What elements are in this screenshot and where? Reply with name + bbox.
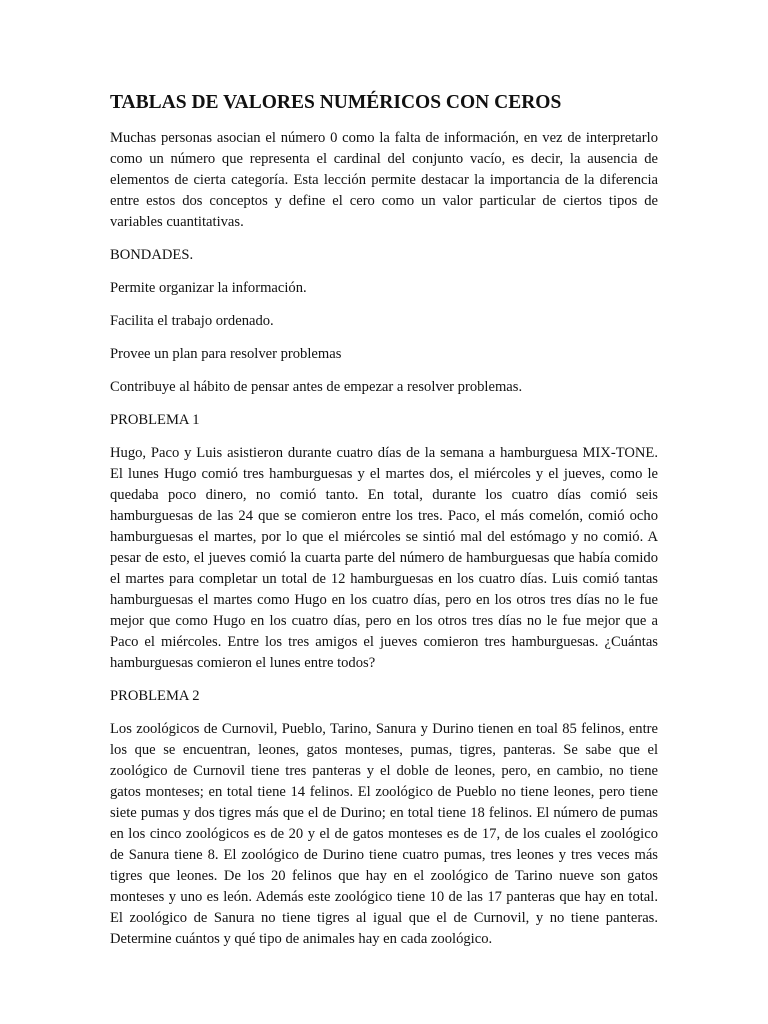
document-page bbox=[110, 90, 658, 962]
document-title: TABLAS DE VALORES NUMÉRICOS CON CEROS bbox=[110, 92, 562, 113]
bondad-item: Facilita el trabajo ordenado. bbox=[110, 313, 274, 329]
problema2-heading: PROBLEMA 2 bbox=[110, 688, 200, 704]
problema1-paragraph: Hugo, Paco y Luis asistieron durante cuatro días de la semana a hamburguesa MIX-TONE. El lunes Hugo comió tres hamburguesas y el martes dos, el miércoles y el jueves, como le quedaba poco dinero, no comió tanto. En total, durante los cuatro días comió seis hamburguesas de las 24 que se comieron entre los tres. Paco, el más comelón, comió ocho hamburguesas el martes, por lo que el miércoles se sintió mal del estómago y no comió. A pesar de esto, el jueves comió la cuarta parte del número de hamburguesas que había comido el martes para completar un total de 12 hamburguesas en los cuatro días. Luis comió tantas hamburguesas el martes como Hugo en los cuatro días, pero en los otros tres días no le fue mejor que como Hugo en los cuatro días, pero en los otros tres días no le fue mejor que a Paco el miércoles. Entre los tres amigos el jueves comieron tres hamburguesas. ¿Cuántas hamburguesas comieron el lunes entre todos? bbox=[110, 445, 658, 671]
bondad-item: Provee un plan para resolver problemas bbox=[110, 346, 342, 362]
intro-paragraph: Muchas personas asocian el número 0 como la falta de información, en vez de interpretarlo como un número que representa el cardinal del conjunto vacío, es decir, la ausencia de elementos de cierta categoría. Esta lección permite destacar la importancia de la diferencia entre estos dos conceptos y define el cero como un valor particular de ciertos tipos de variables cuantitativas. bbox=[110, 130, 658, 230]
bondades-heading: BONDADES. bbox=[110, 247, 194, 263]
problema2-paragraph: Los zoológicos de Curnovil, Pueblo, Tarino, Sanura y Durino tienen en toal 85 felinos, entre los que se encuentran, leones, gatos monteses, pumas, tigres, panteras. Se sabe que el zoológico de Curnovil tiene tres panteras y el doble de leones, pero, en cambio, no tiene gatos monteses; en total tiene 14 felinos. El zoológico de Pueblo no tiene leones, pero tiene siete pumas y dos tigres más que el de Durino; en total tiene 18 felinos. El número de pumas en los cinco zoológicos es de 20 y el de gatos monteses es de 17, de los cuales el zoológico de Sanura tiene 8. El zoológico de Durino tiene cuatro pumas, tres leones y tres veces más tigres que leones. De los 20 felinos que hay en el zoológico de Tarino nueve son gatos monteses y uno es león. Además este zoológico tiene 10 de las 17 panteras que hay en total. El zoológico de Sanura no tiene tigres al igual que el de Curnovil, y no tiene panteras. Determine cuántos y qué tipo de animales hay en cada zoológico. bbox=[110, 721, 658, 947]
bondad-item: Contribuye al hábito de pensar antes de empezar a resolver problemas. bbox=[110, 379, 523, 395]
bondad-item: Permite organizar la información. bbox=[110, 280, 307, 296]
problema1-heading: PROBLEMA 1 bbox=[110, 412, 200, 428]
